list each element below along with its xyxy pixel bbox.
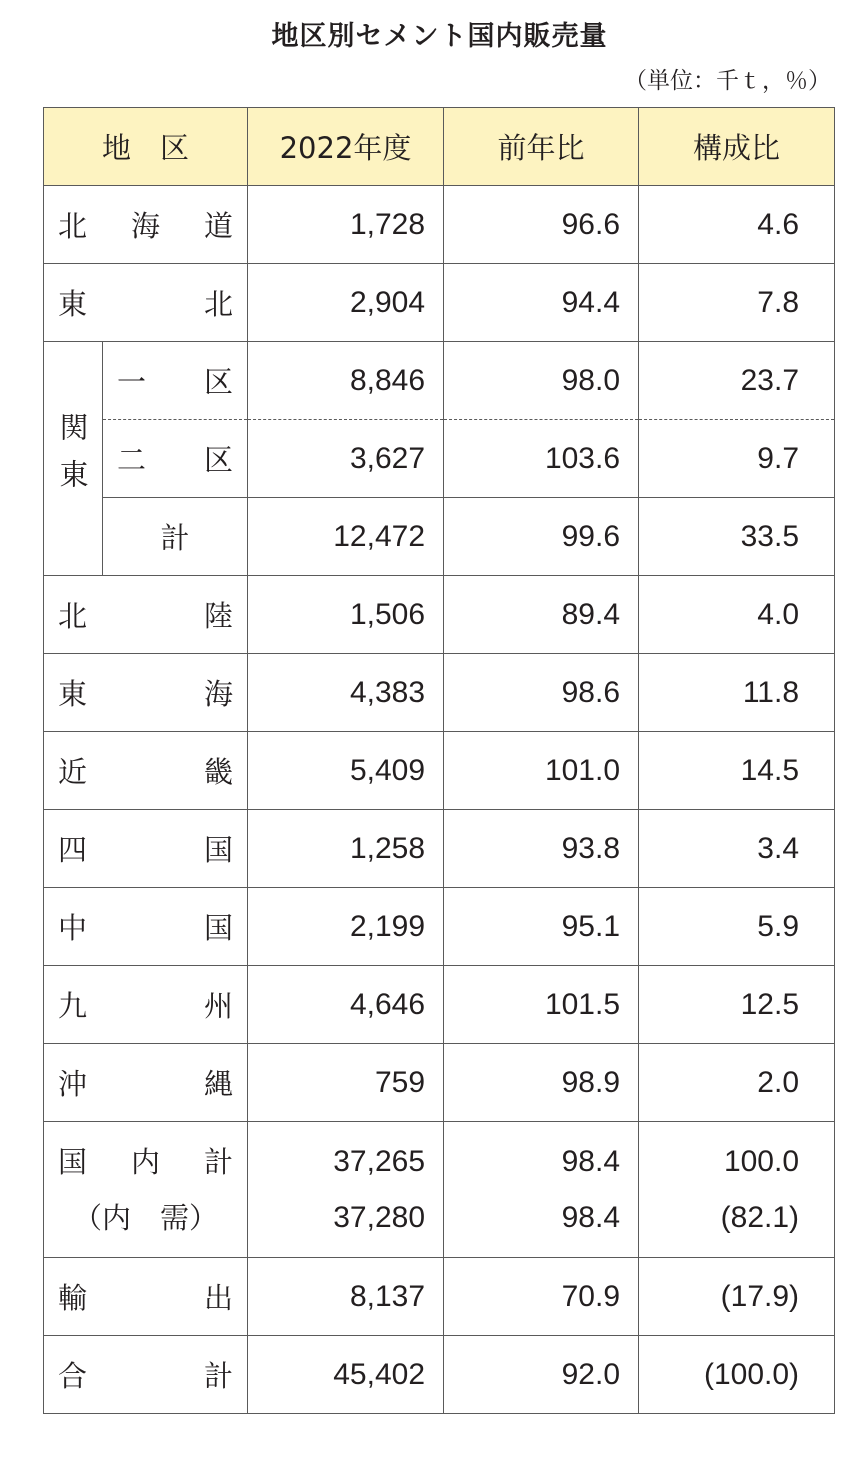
region-name-char: 北	[58, 599, 88, 633]
region-name	[44, 966, 248, 1044]
region-name-char: 畿	[204, 755, 234, 789]
yoy-cell	[444, 1122, 639, 1258]
volume-cell: 1,728	[248, 186, 444, 264]
region-name-char: 近	[58, 755, 88, 789]
subregion-name	[103, 420, 248, 498]
share-cell: (100.0)	[639, 1336, 835, 1414]
subregion-name-char: 二	[117, 443, 147, 477]
share-cell: 11.8	[639, 654, 835, 732]
region-name-char: 九	[58, 989, 88, 1023]
share-cell: 7.8	[639, 264, 835, 342]
volume-cell: 4,383	[248, 654, 444, 732]
share-cell: 5.9	[639, 888, 835, 966]
region-name-char: 州	[204, 989, 234, 1023]
table-row	[44, 264, 835, 342]
share-cell: 2.0	[639, 1044, 835, 1122]
yoy-cell: 98.9	[444, 1044, 639, 1122]
yoy-cell: 92.0	[444, 1336, 639, 1414]
region-name	[44, 654, 248, 732]
table-row	[44, 888, 835, 966]
yoy-cell: 89.4	[444, 576, 639, 654]
volume-cell: 2,199	[248, 888, 444, 966]
region-name-char: 四	[58, 833, 88, 867]
volume-cell: 4,646	[248, 966, 444, 1044]
domestic-volume: 37,265	[333, 1144, 426, 1178]
region-name-char: 国	[204, 911, 234, 945]
region-name-char: 国	[204, 833, 234, 867]
table-row	[44, 810, 835, 888]
yoy-cell: 96.6	[444, 186, 639, 264]
share-cell: 23.7	[639, 342, 835, 420]
share-cell: (17.9)	[639, 1258, 835, 1336]
subregion-total-label: 計	[103, 498, 248, 576]
region-name-char: 合	[58, 1359, 88, 1393]
header-share: 構成比	[639, 108, 835, 186]
volume-cell: 5,409	[248, 732, 444, 810]
domestic-demand-label: （内 需）	[73, 1200, 219, 1235]
share-cell: 14.5	[639, 732, 835, 810]
share-cell: 12.5	[639, 966, 835, 1044]
table-row	[44, 186, 835, 264]
yoy-cell: 98.6	[444, 654, 639, 732]
region-name	[44, 264, 248, 342]
region-name-char: 輸	[58, 1281, 88, 1315]
region-name	[44, 1336, 248, 1414]
domestic-label-cell	[44, 1122, 248, 1258]
table-row	[44, 654, 835, 732]
share-cell: 33.5	[639, 498, 835, 576]
header-yoy: 前年比	[444, 108, 639, 186]
share-cell: 4.6	[639, 186, 835, 264]
yoy-cell: 101.5	[444, 966, 639, 1044]
share-cell: 9.7	[639, 420, 835, 498]
table-row-kanto-zone1	[44, 342, 835, 420]
kanto-label: 関東	[44, 342, 103, 576]
volume-cell: 8,137	[248, 1258, 444, 1336]
header-region: 地 区	[44, 108, 248, 186]
yoy-cell: 99.6	[444, 498, 639, 576]
yoy-cell: 95.1	[444, 888, 639, 966]
volume-cell: 2,904	[248, 264, 444, 342]
region-name-char: 計	[204, 1359, 234, 1393]
region-name	[44, 1258, 248, 1336]
yoy-cell: 94.4	[444, 264, 639, 342]
region-name	[44, 810, 248, 888]
region-name	[44, 732, 248, 810]
region-name-char: 北	[58, 209, 88, 243]
region-name	[44, 1044, 248, 1122]
header-row	[44, 108, 835, 186]
subregion-name-char: 区	[204, 443, 234, 477]
region-name-char: 海	[131, 209, 161, 243]
yoy-cell: 70.9	[444, 1258, 639, 1336]
table-row	[44, 1044, 835, 1122]
volume-cell: 45,402	[248, 1336, 444, 1414]
domestic-yoy: 98.4	[561, 1144, 621, 1178]
region-name-char: 海	[204, 677, 234, 711]
table-row-grand-total	[44, 1336, 835, 1414]
header-fy2022: 2022年度	[248, 108, 444, 186]
volume-cell: 759	[248, 1044, 444, 1122]
domestic-name-char: 内	[131, 1144, 161, 1179]
region-name-char: 沖	[58, 1067, 88, 1101]
table-row	[44, 576, 835, 654]
volume-cell: 1,506	[248, 576, 444, 654]
region-name	[44, 186, 248, 264]
region-name	[44, 888, 248, 966]
volume-cell: 8,846	[248, 342, 444, 420]
volume-cell: 3,627	[248, 420, 444, 498]
volume-cell: 12,472	[248, 498, 444, 576]
region-name-char: 北	[204, 287, 234, 321]
page-title: 地区別セメント国内販売量	[271, 21, 608, 52]
domestic-share: 100.0	[723, 1144, 800, 1178]
region-name	[44, 576, 248, 654]
region-name-char: 東	[58, 287, 88, 321]
domestic-demand-yoy: 98.4	[561, 1200, 621, 1234]
subregion-name-char: 区	[204, 365, 234, 399]
subregion-name-char: 一	[117, 365, 147, 399]
region-name-char: 縄	[204, 1067, 234, 1101]
domestic-demand-volume: 37,280	[333, 1200, 426, 1234]
table-row-kanto-total	[44, 498, 835, 576]
cement-sales-table	[43, 107, 835, 1414]
region-name-char: 東	[58, 677, 88, 711]
share-cell	[639, 1122, 835, 1258]
table-row-kanto-zone2	[44, 420, 835, 498]
subregion-name	[103, 342, 248, 420]
yoy-cell: 101.0	[444, 732, 639, 810]
yoy-cell: 103.6	[444, 420, 639, 498]
region-name-char: 道	[204, 209, 234, 243]
unit-note: （単位：千ｔ，％）	[624, 68, 831, 94]
share-cell: 4.0	[639, 576, 835, 654]
table-row-domestic	[44, 1122, 835, 1258]
yoy-cell: 93.8	[444, 810, 639, 888]
region-name-char: 中	[58, 911, 88, 945]
yoy-cell: 98.0	[444, 342, 639, 420]
volume-cell	[248, 1122, 444, 1258]
table-row	[44, 732, 835, 810]
domestic-demand-share: (82.1)	[720, 1200, 800, 1234]
domestic-name-char: 計	[204, 1144, 234, 1179]
region-name-char: 出	[204, 1281, 234, 1315]
share-cell: 3.4	[639, 810, 835, 888]
table-row	[44, 966, 835, 1044]
region-name-char: 陸	[204, 599, 234, 633]
table-row-export	[44, 1258, 835, 1336]
domestic-name-char: 国	[58, 1144, 88, 1179]
volume-cell: 1,258	[248, 810, 444, 888]
